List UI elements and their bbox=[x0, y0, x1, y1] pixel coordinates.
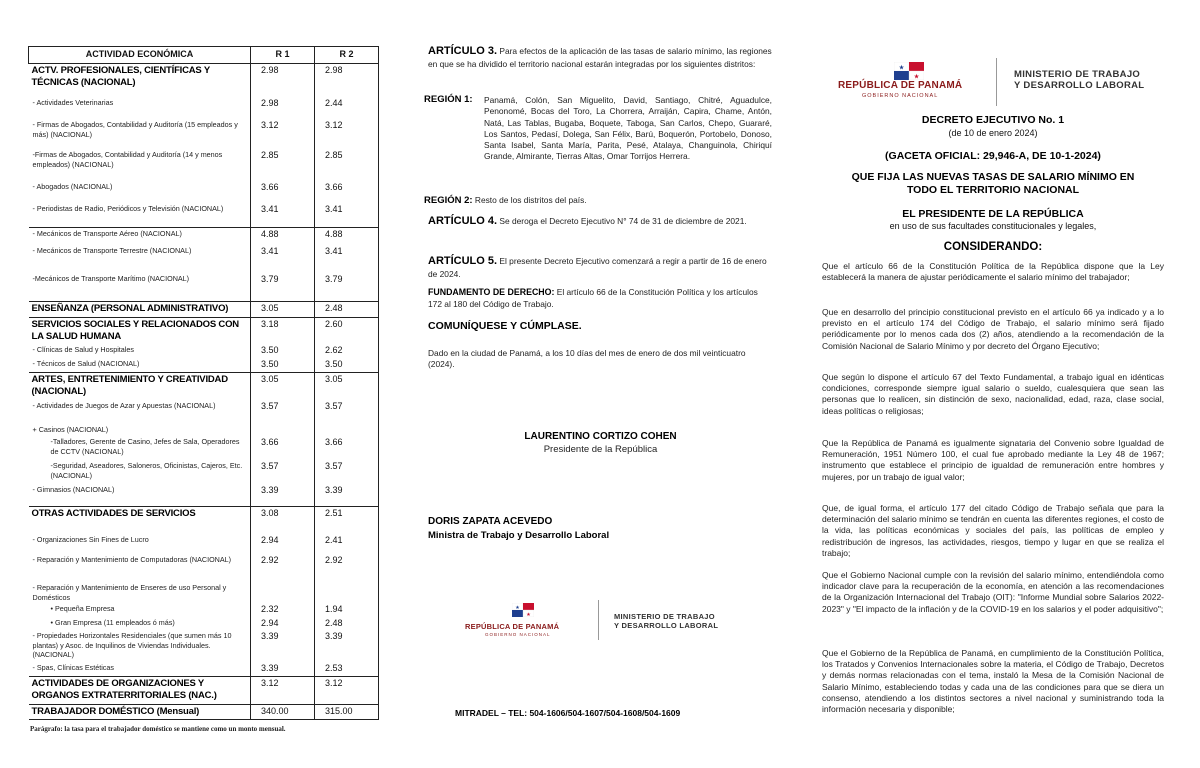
table-row bbox=[29, 203, 379, 227]
table-row bbox=[29, 273, 379, 301]
dado-en: Dado en la ciudad de Panamá, a los 10 días del mes de enero de dos mil veinticuatro (2024). bbox=[428, 348, 746, 370]
rate-r2: 3.39 bbox=[315, 630, 379, 662]
rate-r1: 3.18 bbox=[251, 317, 315, 344]
table-row bbox=[29, 245, 379, 273]
activity-label: - Mecánicos de Transporte Terrestre (NACIONAL) bbox=[32, 246, 192, 256]
legal-basis bbox=[428, 287, 773, 310]
table-row bbox=[29, 358, 379, 372]
rate-r2: 3.57 bbox=[315, 400, 379, 424]
article-5-text: El presente Decreto Ejecutivo comenzará a regir a partir de 16 de enero de 2024. bbox=[428, 256, 767, 279]
table-row bbox=[29, 424, 379, 436]
decree-subject bbox=[822, 171, 1164, 196]
rate-r2 bbox=[315, 424, 379, 436]
activity-label: - Reparación y Mantenimiento de Computadoras (NACIONAL) bbox=[32, 555, 232, 565]
activity-label: SERVICIOS SOCIALES Y RELACIONADOS CON LA SALUD HUMANA bbox=[29, 317, 251, 344]
rate-r1: 2.98 bbox=[251, 97, 315, 119]
rate-r1: 4.88 bbox=[251, 227, 315, 245]
region-1-label: REGIÓN 1: bbox=[424, 94, 473, 105]
considerando-heading: CONSIDERANDO: bbox=[943, 241, 1043, 253]
considerando-paragraph: Que la República de Panamá es igualmente signataria del Convenio sobre Igualdad de Remuneración, 1951 Número 100, el cual fue aprobado mediante la Ley 48 de 1967; instrumento que establece el principio de igualdad de remuneración entre hombres y mujeres, por un trabajo de igual valor; bbox=[822, 438, 1164, 482]
rate-r1: 3.39 bbox=[251, 630, 315, 662]
comuniquese: COMUNÍQUESE Y CÚMPLASE. bbox=[428, 320, 582, 332]
rate-r2: 3.12 bbox=[315, 677, 379, 705]
rate-r2: 3.05 bbox=[315, 372, 379, 400]
rate-r2: 4.88 bbox=[315, 227, 379, 245]
rate-r2: 2.48 bbox=[315, 301, 379, 317]
table-body bbox=[29, 63, 379, 719]
rate-r2: 2.53 bbox=[315, 662, 379, 676]
article-3 bbox=[428, 44, 773, 70]
table-category-row bbox=[29, 63, 379, 97]
activity-label: ACTV. PROFESIONALES, CIENTÍFICAS Y TÉCNICAS (NACIONAL) bbox=[31, 64, 210, 89]
rate-r2: 2.51 bbox=[315, 506, 379, 534]
table-row bbox=[29, 662, 379, 676]
logo-ministry-line2: Y DESARROLLO LABORAL bbox=[614, 620, 719, 630]
table-category-row bbox=[29, 704, 379, 719]
table-row bbox=[29, 436, 379, 460]
activity-label: -Mecánicos de Transporte Marítimo (NACIONAL) bbox=[32, 274, 190, 284]
rate-r2: 3.79 bbox=[315, 273, 379, 301]
table-header-row bbox=[29, 47, 379, 64]
rate-r1: 2.92 bbox=[251, 554, 315, 582]
table-row bbox=[29, 617, 379, 631]
considerando-paragraph: Que el Gobierno Nacional cumple con la revisión del salario mínimo, entendiéndola como indicador clave para la recuperación de la economía, en atención a las recomendaciones de la Organización Internacional del Trabajo (OIT): "Informe Mundial sobre Salarios 2022-2023" y "El impacto de la inflación y de la COVID-19 en los salarios y el poder adquisitivo"; bbox=[822, 570, 1164, 614]
rate-r1: 3.50 bbox=[251, 344, 315, 358]
table-row bbox=[29, 484, 379, 506]
table-row bbox=[29, 119, 379, 149]
rate-r1: 2.32 bbox=[251, 603, 315, 617]
logo-ministry-line1: MINISTERIO DE TRABAJO bbox=[1014, 69, 1141, 80]
decree-title: DECRETO EJECUTIVO No. 1 bbox=[921, 114, 1065, 126]
gaceta-reference: (GACETA OFICIAL: 29,946-A, DE 10-1-2024) bbox=[885, 150, 1101, 162]
logo-republic-text: REPÚBLICA DE PANAMÁ bbox=[465, 622, 560, 631]
activity-label: - Firmas de Abogados, Contabilidad y Auditoría (15 empleados y más) (NACIONAL) bbox=[32, 120, 238, 139]
rate-r2: 2.62 bbox=[315, 344, 379, 358]
minimum-wage-table bbox=[28, 46, 379, 720]
considerando-paragraph: Que en desarrollo del principio constitucional previsto en el artículo 66 ya indicado y a lo previsto en el artículo 174 del Código de Trabajo, el salario mínimo será fijado periódicamente por lo menos cada dos (2) años, atendiendo a la recomendación de la Comisión Nacional de Salario Mínimo y por decreto del Órgano Ejecutivo; bbox=[822, 307, 1164, 351]
table-row bbox=[29, 400, 379, 424]
minister-name: DORIS ZAPATA ACEVEDO bbox=[428, 516, 553, 527]
activity-label: - Spas, Clínicas Estéticas bbox=[32, 663, 114, 673]
rate-r1: 340.00 bbox=[251, 704, 315, 719]
table-category-row bbox=[29, 372, 379, 400]
activity-label: - Abogados (NACIONAL) bbox=[32, 182, 113, 192]
rate-r2: 2.98 bbox=[315, 63, 379, 97]
region-2-text: Resto de los distritos del país. bbox=[474, 195, 587, 205]
rate-r1 bbox=[251, 582, 315, 603]
rate-r2: 2.48 bbox=[315, 617, 379, 631]
legal-basis-heading: FUNDAMENTO DE DERECHO: bbox=[428, 287, 555, 297]
header-r2: R 2 bbox=[315, 47, 379, 64]
table-category-row bbox=[29, 506, 379, 534]
considerando-paragraph: Que, de igual forma, el artículo 177 del citado Código de Trabajo señala que para la determinación del salario mínimo se tendrán en cuenta las diferentes regiones, el costo de la vida, las políticas económicas y sociales del país, las políticas de empleo y redistribución de ingresos, las actividades, riesgos, tiempo y lugar en que se realiza el trabajo; bbox=[822, 503, 1164, 558]
table-row bbox=[29, 344, 379, 358]
rate-r1: 2.94 bbox=[251, 534, 315, 554]
rate-r2: 3.50 bbox=[315, 358, 379, 372]
article-5 bbox=[428, 254, 773, 280]
rate-r2: 3.41 bbox=[315, 245, 379, 273]
activity-label: • Gran Empresa (11 empleados ó más) bbox=[50, 617, 175, 627]
rate-r1: 3.39 bbox=[251, 484, 315, 506]
rate-r1: 3.08 bbox=[251, 506, 315, 534]
table-row bbox=[29, 554, 379, 582]
footer-phones: MITRADEL – TEL: 504-1606/504-1607/504-1608/504-1609 bbox=[455, 708, 681, 718]
table-note: Parágrafo: la tasa para el trabajador doméstico se mantiene como un monto mensual. bbox=[30, 725, 286, 733]
faculties-text: en uso de sus facultades constitucionales y legales, bbox=[889, 221, 1097, 231]
table-row bbox=[29, 630, 379, 662]
region-2-label: REGIÓN 2: bbox=[424, 195, 473, 206]
minister-role: Ministra de Trabajo y Desarrollo Laboral bbox=[428, 530, 610, 541]
logo-government-text: GOBIERNO NACIONAL bbox=[485, 632, 551, 637]
article-3-heading: ARTÍCULO 3. bbox=[428, 45, 498, 57]
logo-ministry-line2: Y DESARROLLO LABORAL bbox=[1014, 79, 1145, 91]
rate-r1: 3.66 bbox=[251, 436, 315, 460]
activity-label: ARTES, ENTRETENIMIENTO Y CREATIVIDAD (NACIONAL) bbox=[29, 372, 251, 400]
table-row bbox=[29, 603, 379, 617]
president-role: Presidente de la República bbox=[543, 444, 658, 455]
table-category-row bbox=[29, 677, 379, 705]
activity-label: + Casinos (NACIONAL) bbox=[32, 425, 109, 435]
rate-r2: 2.44 bbox=[315, 97, 379, 119]
activity-label: OTRAS ACTIVIDADES DE SERVICIOS bbox=[29, 506, 251, 534]
activity-label: - Reparación y Mantenimiento de Enseres de uso Personal y Domésticos bbox=[32, 583, 227, 602]
svg-text:★: ★ bbox=[526, 612, 531, 617]
rate-r2: 315.00 bbox=[315, 704, 379, 719]
rate-r1: 3.05 bbox=[251, 372, 315, 400]
decree-date: (de 10 de enero 2024) bbox=[948, 128, 1038, 138]
activity-label: - Clínicas de Salud y Hospitales bbox=[32, 345, 134, 355]
legal-basis-text: El artículo 66 de la Constitución Política y los artículos 172 al 180 del Código de Trabajo. bbox=[428, 287, 758, 309]
activity-label: ACTIVIDADES DE ORGANIZACIONES Y ORGANOS EXTRATERRITORIALES (NAC.) bbox=[29, 677, 251, 705]
logo-ministry-line1: MINISTERIO DE TRABAJO bbox=[614, 612, 715, 621]
considerando-paragraph: Que el Gobierno de la República de Panamá, en cumplimiento de la Constitución Política, los Tratados y Convenios Internacionales sobre la materia, el Código de Trabajo, Decretos y demás normas relacionadas con el tema, instaló la Mesa de la Comisión Nacional de Salario Mínimo, estableciendo todas y cada una de las condiciones para que se diera un consenso, atendiendo a los distintos sectores a nivel nacional y suministrando toda la información necesaria y disponible; bbox=[822, 648, 1164, 715]
activity-label: - Propiedades Horizontales Residenciales (que sumen más 10 plantas) y Asoc. de Inquilinos de Viviendas Individuales. (NACIONAL) bbox=[32, 631, 232, 660]
header-activity: ACTIVIDAD ECONÓMICA bbox=[29, 47, 251, 64]
table-category-row bbox=[29, 301, 379, 317]
rate-r1: 2.94 bbox=[251, 617, 315, 631]
rate-r1: 3.12 bbox=[251, 119, 315, 149]
rate-r1: 3.41 bbox=[251, 245, 315, 273]
logo-republic-text: REPÚBLICA DE PANAMÁ bbox=[838, 80, 963, 91]
decree-subject-line1: QUE FIJA LAS NUEVAS TASAS DE SALARIO MÍNIMO EN bbox=[851, 171, 1135, 183]
rate-r2: 2.60 bbox=[315, 317, 379, 344]
logo-divider bbox=[996, 58, 997, 106]
activity-label: - Gimnasios (NACIONAL) bbox=[32, 485, 115, 495]
panama-flag-icon bbox=[512, 603, 534, 617]
activity-label: - Actividades de Juegos de Azar y Apuestas (NACIONAL) bbox=[32, 401, 216, 411]
rate-r2: 3.66 bbox=[315, 181, 379, 203]
rate-r1: 3.57 bbox=[251, 400, 315, 424]
decree-subject-line2: TODO EL TERRITORIO NACIONAL bbox=[906, 183, 1080, 196]
activity-label: TRABAJADOR DOMÉSTICO (Mensual) bbox=[29, 704, 251, 719]
rate-r2: 3.66 bbox=[315, 436, 379, 460]
panama-flag-icon bbox=[894, 62, 924, 80]
rate-r2: 2.85 bbox=[315, 149, 379, 181]
logo-divider bbox=[598, 600, 599, 640]
activity-label: ENSEÑANZA (PERSONAL ADMINISTRATIVO) bbox=[29, 301, 251, 317]
table-category-row bbox=[29, 317, 379, 344]
rate-r2: 2.41 bbox=[315, 534, 379, 554]
activity-label: - Técnicos de Salud (NACIONAL) bbox=[32, 359, 140, 369]
logo-government-text: GOBIERNO NACIONAL bbox=[862, 93, 939, 99]
article-4-heading: ARTÍCULO 4. bbox=[428, 215, 498, 227]
rate-r2 bbox=[315, 582, 379, 603]
table-row bbox=[29, 149, 379, 181]
rate-r2: 1.94 bbox=[315, 603, 379, 617]
activity-label: - Organizaciones Sin Fines de Lucro bbox=[32, 535, 149, 545]
president-name: LAURENTINO CORTIZO COHEN bbox=[524, 431, 677, 442]
rate-r1: 3.05 bbox=[251, 301, 315, 317]
svg-text:★: ★ bbox=[913, 73, 920, 80]
activity-label: -Talladores, Gerente de Casino, Jefes de Sala, Operadores de CCTV (NACIONAL) bbox=[50, 437, 240, 456]
activity-label: - Mecánicos de Transporte Aéreo (NACIONAL) bbox=[29, 227, 251, 245]
table-row bbox=[29, 181, 379, 203]
article-4 bbox=[428, 214, 773, 229]
rate-r1: 3.50 bbox=[251, 358, 315, 372]
table-row bbox=[29, 460, 379, 484]
considerando-paragraph: Que el artículo 66 de la Constitución Política de la República dispone que la Ley establecerá la manera de ajustar periódicamente el salario mínimo del trabajador; bbox=[822, 261, 1164, 283]
rate-r2: 2.92 bbox=[315, 554, 379, 582]
considerando-paragraph: Que según lo dispone el artículo 67 del Texto Fundamental, a trabajo igual en idénticas condiciones, corresponde siempre igual salario o sueldo, cualesquiera que sean las personas que lo realicen, sin distinción de sexo, nacionalidad, edad, raza, clase social, ideas políticas o religiosas; bbox=[822, 372, 1164, 416]
table-row bbox=[29, 582, 379, 603]
article-4-text: Se deroga el Decreto Ejecutivo N° 74 de 31 de diciembre de 2021. bbox=[499, 216, 747, 226]
activity-label: -Seguridad, Aseadores, Saloneros, Oficinistas, Cajeros, Etc. (NACIONAL) bbox=[50, 461, 243, 480]
rate-r1 bbox=[251, 424, 315, 436]
activity-label: • Pequeña Empresa bbox=[50, 603, 115, 613]
header-r1: R 1 bbox=[251, 47, 315, 64]
logo-ministry bbox=[1014, 70, 1144, 92]
table-row bbox=[29, 227, 379, 245]
rate-r2: 3.57 bbox=[315, 460, 379, 484]
activity-label: - Actividades Veterinarias bbox=[32, 98, 114, 108]
president-heading: EL PRESIDENTE DE LA REPÚBLICA bbox=[902, 208, 1084, 220]
rate-r2: 3.39 bbox=[315, 484, 379, 506]
rate-r1: 3.57 bbox=[251, 460, 315, 484]
rate-r1: 3.12 bbox=[251, 677, 315, 705]
rate-r1: 3.79 bbox=[251, 273, 315, 301]
svg-text:★: ★ bbox=[898, 64, 905, 72]
activity-label: -Firmas de Abogados, Contabilidad y Auditoría (14 y menos empleados) (NACIONAL) bbox=[32, 150, 223, 169]
rate-r2: 3.41 bbox=[315, 203, 379, 227]
article-5-heading: ARTÍCULO 5. bbox=[428, 255, 498, 267]
region-2 bbox=[424, 195, 774, 208]
logo-ministry bbox=[614, 613, 718, 630]
activity-label: - Periodistas de Radio, Periódicos y Televisión (NACIONAL) bbox=[32, 204, 224, 214]
rate-r1: 3.66 bbox=[251, 181, 315, 203]
table-row bbox=[29, 97, 379, 119]
rate-r1: 3.41 bbox=[251, 203, 315, 227]
rate-r1: 2.98 bbox=[251, 63, 315, 97]
rate-r1: 3.39 bbox=[251, 662, 315, 676]
svg-text:★: ★ bbox=[515, 605, 520, 611]
region-1-text: Panamá, Colón, San Miguelito, David, Santiago, Chitré, Aguadulce, Penonomé, Bocas del Toro, La Chorrera, Arraiján, Capira, Chame, Antón, Natá, Las Tablas, Bugaba, Boquete, Taboga, San Carlos, Chepo, Guararé, Los Santos, Pedasí, Dolega, San Félix, Barú, Boquerón, Portobelo, Donoso, Santa Isabel, Santa María, Parita, Pesé, Atalaya, Changuinola, Chiriquí Grande, Almirante, Tierras Altas, Omar Torrijos Herrera. bbox=[484, 95, 772, 162]
rate-r1: 2.85 bbox=[251, 149, 315, 181]
article-3-text: Para efectos de la aplicación de las tasas de salario mínimo, las regiones en que se ha dividido el territorio nacional estarán integradas por los siguientes distritos: bbox=[428, 46, 772, 69]
table-row bbox=[29, 534, 379, 554]
rate-r2: 3.12 bbox=[315, 119, 379, 149]
